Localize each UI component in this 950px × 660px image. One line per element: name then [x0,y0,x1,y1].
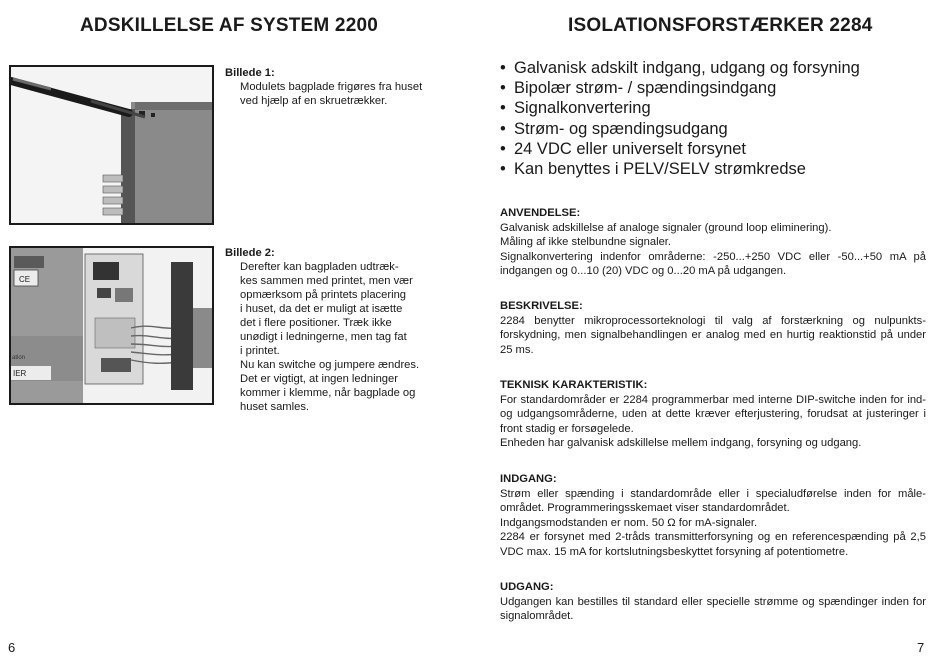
screwdriver-device-illustration [11,67,212,223]
section-line: 2284 er forsynet med 2-tråds transmitterforsyning og en referencespænding på 2,5 VDC max. 15 mA for kortslutningsbeskyttet forsyning af potentiometre. [500,531,926,558]
feature-list [500,58,860,179]
section-line: Enheden har galvanisk adskillelse mellem indgang, forsyning og udgang. [500,437,862,449]
figure-1-caption [225,66,445,108]
figure-2-caption [225,246,445,414]
section-heading: BESKRIVELSE: [500,300,583,312]
section-heading: TEKNISK KARAKTERISTIK: [500,379,648,391]
section-line: 2284 benytter mikroprocessorteknologi til valg af forstærkning og nulpunkts-forskydning, men signalbehandlingen er analog med en hurtig reaktionstid på under 25 ms. [500,314,926,356]
feature-item: • Strøm- og spændingsudgang [500,119,728,138]
device-label-fragment: ation [12,355,26,361]
feature-item: • Signalkonvertering [500,99,651,118]
section-line: Galvanisk adskillelse af analoge signaler (ground loop eliminering). [500,221,832,234]
section-heading: UDGANG: [500,581,554,593]
feature-item: • 24 VDC eller universelt forsynet [500,139,747,158]
section-line: For standardområder er 2284 programmerbar med interne DIP-switche inden for ind- og udgangsområderne, uden at dette kræver efterjustering, forudsat at justeringer i front stadig er forsøgelede. [500,393,926,435]
figure-1-caption-text: Modulets bagplade frigøres fra huset ved hjælp af en skruetrækker. [240,81,423,107]
figure-2-photo [9,246,214,405]
feature-item: • Bipolær strøm- / spændingsindgang [500,79,777,98]
figure-2-caption-title: Billede 2: [225,247,275,259]
section-line: Måling af ikke stelbundne signaler. [500,236,672,248]
section-line: Udgangen kan bestilles til standard eller specielle strømme og spændinger inden for signalområdet. [500,595,926,622]
section-anvendelse [500,206,926,279]
figure-1-photo [9,65,214,225]
page-number-left: 6 [8,640,16,655]
section-heading: INDGANG: [500,473,557,485]
section-teknisk [500,378,926,451]
section-line: Indgangsmodstanden er nom. 50 Ω for mA-signaler. [500,516,758,529]
ce-mark: CE [19,275,31,284]
section-line: Strøm eller spænding i standardområde eller i specialudførelse inden for måle-området. Programmeringsskemaet viser standardområdet. [500,487,926,514]
figure-2-caption-text: Derefter kan bagpladen udtræk- kes sammen med printet, men vær opmærksom på printets placering i huset, da det er muligt at isætte det i flere positioner. Træk ikke unødigt i ledningerne, men tag fat i printet. Nu kan switche og jumpere ændres. Det er vigtigt, at ingen ledninger kommer i klemme, når bagplade og huset samles. [240,261,420,413]
section-heading: ANVENDELSE: [500,207,581,219]
figure-1-caption-title: Billede 1: [225,67,275,79]
page-number-right: 7 [917,640,925,655]
device-label-ier: IER [13,369,27,378]
section-udgang [500,580,926,624]
feature-item: • Kan benyttes i PELV/SELV strømkredse [500,160,806,179]
section-beskrivelse [500,299,926,357]
section-indgang [500,472,926,559]
left-page-title: ADSKILLELSE AF SYSTEM 2200 [80,15,379,36]
feature-item: • Galvanisk adskilt indgang, udgang og forsyning [500,59,860,77]
open-module-illustration [11,248,212,403]
section-line: Signalkonvertering indenfor områderne: -250...+250 VDC eller -50...+50 mA på indgangen og 0...10 (20) VDC og 0...20 mA på udgangen. [500,250,926,277]
right-page-title: ISOLATIONSFORSTÆRKER 2284 [568,15,873,36]
